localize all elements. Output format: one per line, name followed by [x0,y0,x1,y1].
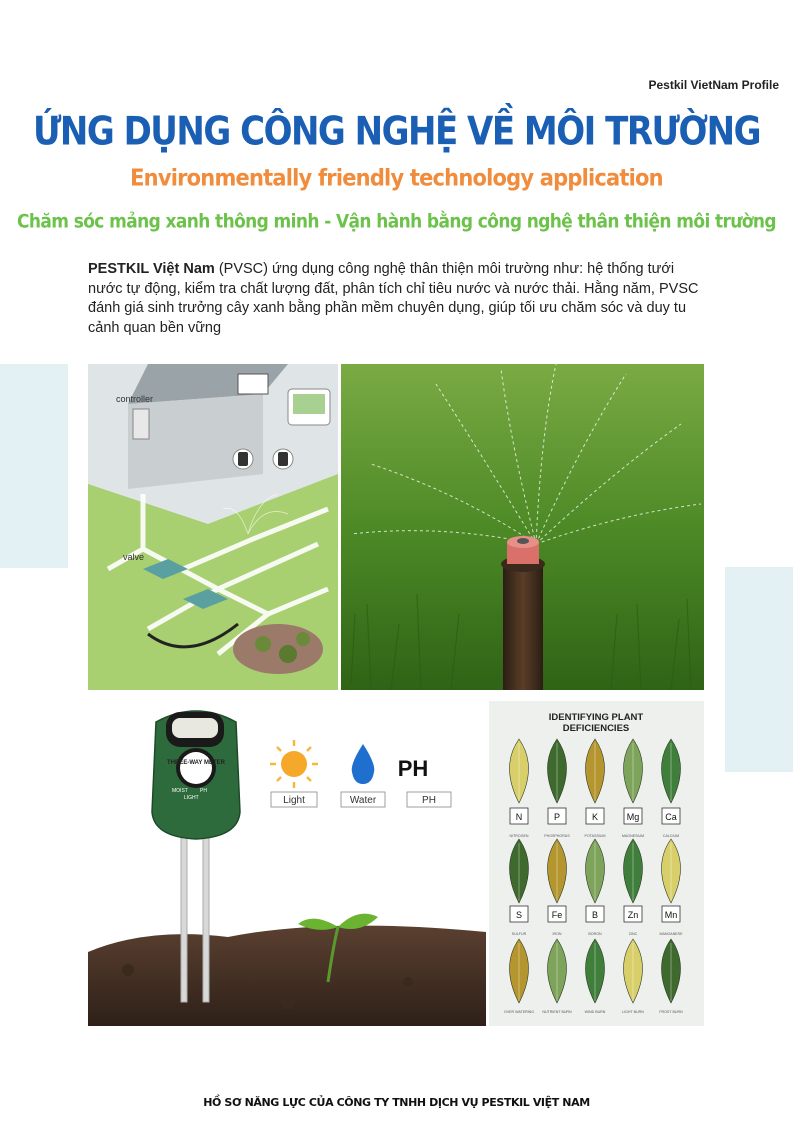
sprinkler-photo [341,364,704,690]
soil-meter-photo [88,702,486,1026]
meter-light-label: LIGHT [184,795,199,801]
element-symbol: Zn [627,910,639,920]
deficiency-name: POTASSIUM [584,834,606,838]
feature-light-label: Light [283,795,305,806]
meter-device-label: THREE-WAY METER [166,760,226,766]
irrigation-diagram [88,364,338,690]
deficiency-name: OVER WATERING [503,1010,535,1014]
footer-text: HỒ SƠ NĂNG LỰC CỦA CÔNG TY TNHH DỊCH VỤ PESTKIL VIỆT NAM [203,1096,590,1109]
chart-title-line1: IDENTIFYING PLANT [548,712,644,723]
page-subtitle: Environmentally friendly technology application [130,164,663,192]
element-symbol: Ca [665,812,677,822]
element-symbol: Fe [551,910,563,920]
controller-label: controller [116,394,154,404]
element-symbol: N [515,812,523,822]
deficiency-name: BORON [588,932,602,936]
sun-icon [270,740,318,788]
meter-moist-label: MOIST [172,788,188,794]
deficiency-name: NUTRIENT BURN [542,1010,572,1014]
ph-icon: PH [397,756,429,781]
deficiency-name: CALCIUM [662,834,680,838]
deficiency-name: LIGHT BURN [622,1010,644,1014]
element-symbol: Mg [626,812,640,822]
feature-ph-label: PH [422,795,436,806]
element-symbol: B [591,910,599,920]
water-drop-icon [352,744,375,784]
plant-deficiency-chart [489,701,704,1026]
intro-text: (PVSC) ứng dụng công nghệ thân thiện môi trường như: hệ thống tưới nước tự động, kiểm tra chất lượng đất, phân tích chỉ tiêu nước và nước thải. Hằng năm, PVSC đánh giá sinh trưởng cây xanh bằng phần mềm chuyên dụng, giúp tối ưu chăm sóc và duy tu cảnh quan bền vững [88,261,699,336]
feature-water-label: Water [349,795,377,806]
element-symbol: K [591,812,599,822]
profile-label: Pestkil VietNam Profile [648,78,779,92]
element-symbol: Mn [664,910,678,920]
element-symbol: S [515,910,523,920]
element-symbol: P [553,812,561,822]
tagline: Chăm sóc mảng xanh thông minh - Vận hành bằng công nghệ thân thiện môi trường [17,211,776,233]
deficiency-name: WIND BURN [584,1010,606,1014]
deficiency-name: ZINC [628,932,638,936]
decorative-block-left [0,364,68,568]
deficiency-name: PHOSPHORUS [544,834,570,838]
deficiency-name: IRON [552,932,562,936]
deficiency-name: MAGNESIUM [621,834,645,838]
deficiency-name: NITROGEN [509,834,529,838]
valve-label: valve [123,552,145,562]
intro-paragraph [88,260,710,338]
chart-title-line2: DEFICIENCIES [562,723,630,734]
deficiency-name: SULFUR [511,932,527,936]
page-title: ỨNG DỤNG CÔNG NGHỆ VỀ MÔI TRƯỜNG [32,109,760,155]
meter-ph-label: PH [200,788,207,794]
deficiency-name: MANGANESE [659,932,683,936]
company-name: PESTKIL Việt Nam [88,261,215,277]
deficiency-name: FROST BURN [659,1010,683,1014]
decorative-block-right [725,567,793,772]
